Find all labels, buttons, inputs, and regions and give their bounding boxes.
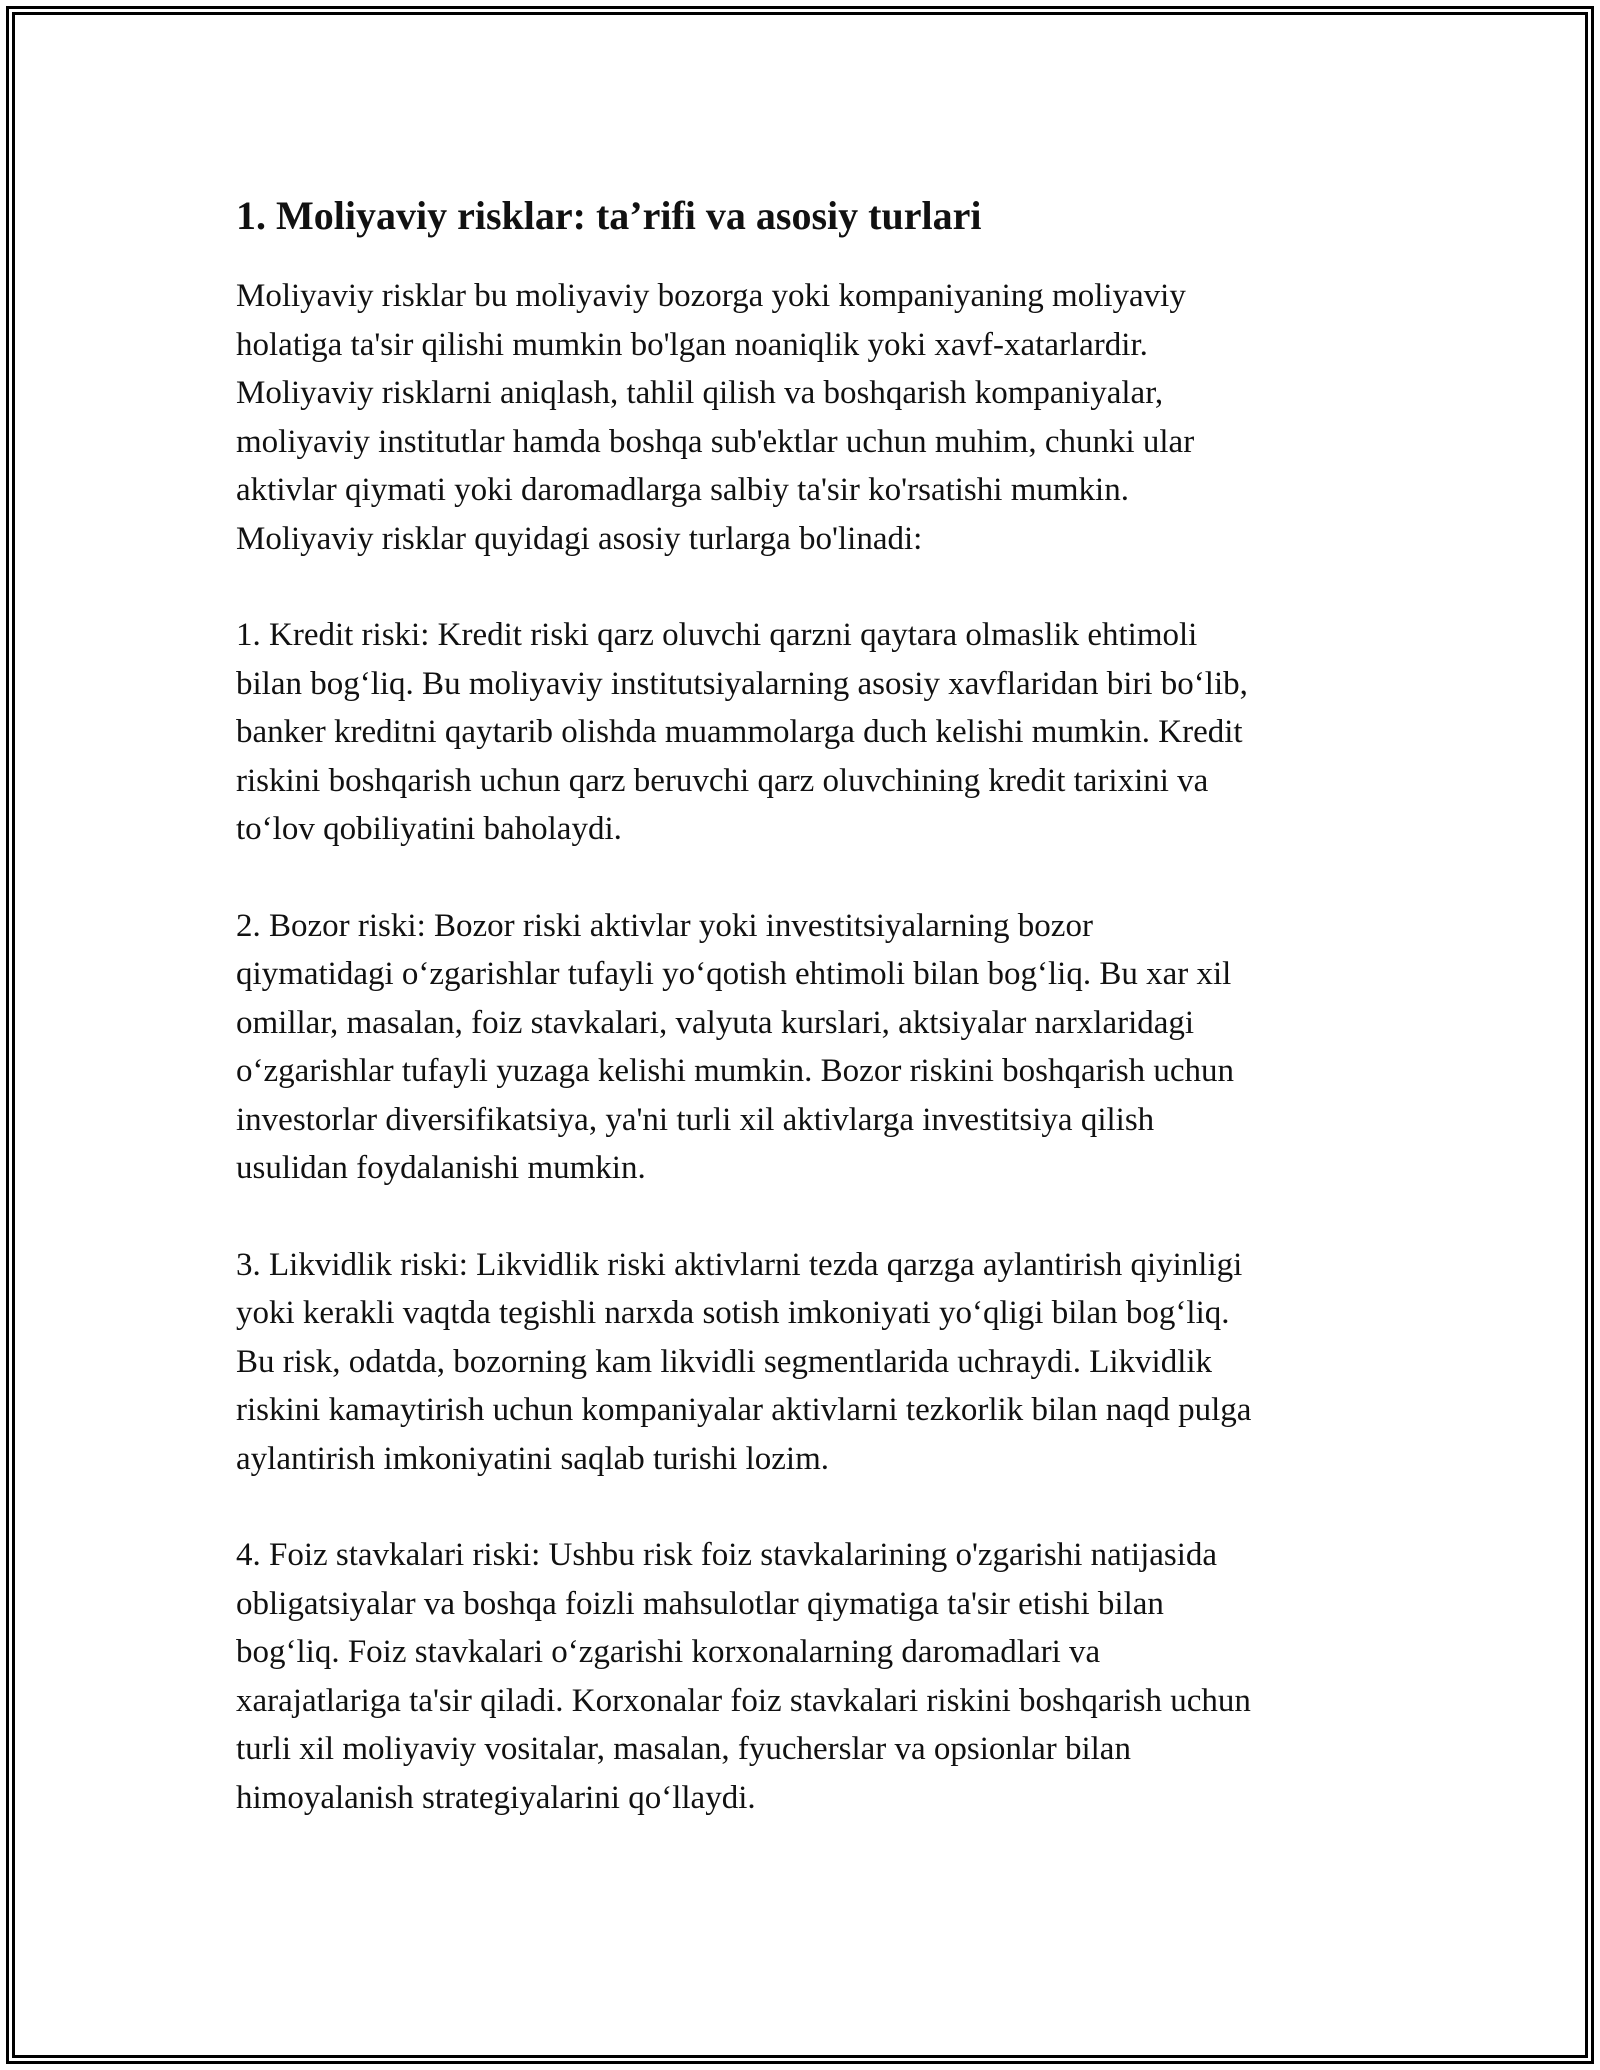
liquidity-risk-paragraph: 3. Likvidlik riski: Likvidlik riski aktivlarni tezda qarzga aylantirish qiyinligi yoki kerakli vaqtda tegishli narxda sotish imkoniyati yo‘qligi bilan bog‘liq. Bu risk, odatda, bozorning kam likvidli segmentlarida uchraydi. Likvidlik riskini kamaytirish uchun kompaniyalar aktivlarni tezkorlik bilan naqd pulga aylantirish imkoniyatini saqlab turishi lozim.: [236, 1246, 1252, 1477]
market-risk-paragraph: 2. Bozor riski: Bozor riski aktivlar yoki investitsiyalarning bozor qiymatidagi o‘zgarishlar tufayli yo‘qotish ehtimoli bilan bog‘liq. Bu xar xil omillar, masalan, foiz stavkalari, valyuta kurslari, aktsiyalar narxlaridagi o‘zgarishlar tufayli yuzaga kelishi mumkin. Bozor riskini boshqarish uchun investorlar diversifikatsiya, ya'ni turli xil aktivlarga investitsiya qilish usulidan foydalanishi mumkin.: [236, 907, 1235, 1186]
interest-rate-risk-paragraph: 4. Foiz stavkalari riski: Ushbu risk foiz stavkalarining o'zgarishi natijasida obligatsiyalar va boshqa foizli mahsulotlar qiymatiga ta'sir etishi bilan bog‘liq. Foiz stavkalari o‘zgarishi korxonalarning daromadlari va xarajatlariga ta'sir qiladi. Korxonalar foiz stavkalari riskini boshqarish uchun turli xil moliyaviy vositalar, masalan, fyucherslar va opsionlar bilan himoyalanish strategiyalarini qo‘llaydi.: [236, 1537, 1251, 1816]
intro-paragraph: Moliyaviy risklar bu moliyaviy bozorga yoki kompaniyaning moliyaviy holatiga ta'sir qilishi mumkin bo'lgan noaniqlik yoki xavf-xatarlardir. Moliyaviy risklarni aniqlash, tahlil qilish va boshqarish kompaniyalar, moliyaviy institutlar hamda boshqa sub'ektlar uchun muhim, chunki ular aktivlar qiymati yoki daromadlarga salbiy ta'sir ko'rsatishi mumkin. Moliyaviy risklar quyidagi asosiy turlarga bo'linadi:: [236, 278, 1195, 557]
document-title: 1. Moliyaviy risklar: ta’rifi va asosiy turlari: [236, 193, 982, 238]
credit-risk-paragraph: 1. Kredit riski: Kredit riski qarz oluvchi qarzni qaytara olmaslik ehtimoli bilan bog‘liq. Bu moliyaviy institutsiyalarning asosiy xavflaridan biri bo‘lib, banker kreditni qaytarib olishda muammolarga duch kelishi mumkin. Kredit riskini boshqarish uchun qarz beruvchi qarz oluvchining kredit tarixini va to‘lov qobiliyatini baholaydi.: [236, 617, 1248, 847]
document-body: [236, 186, 1416, 1870]
